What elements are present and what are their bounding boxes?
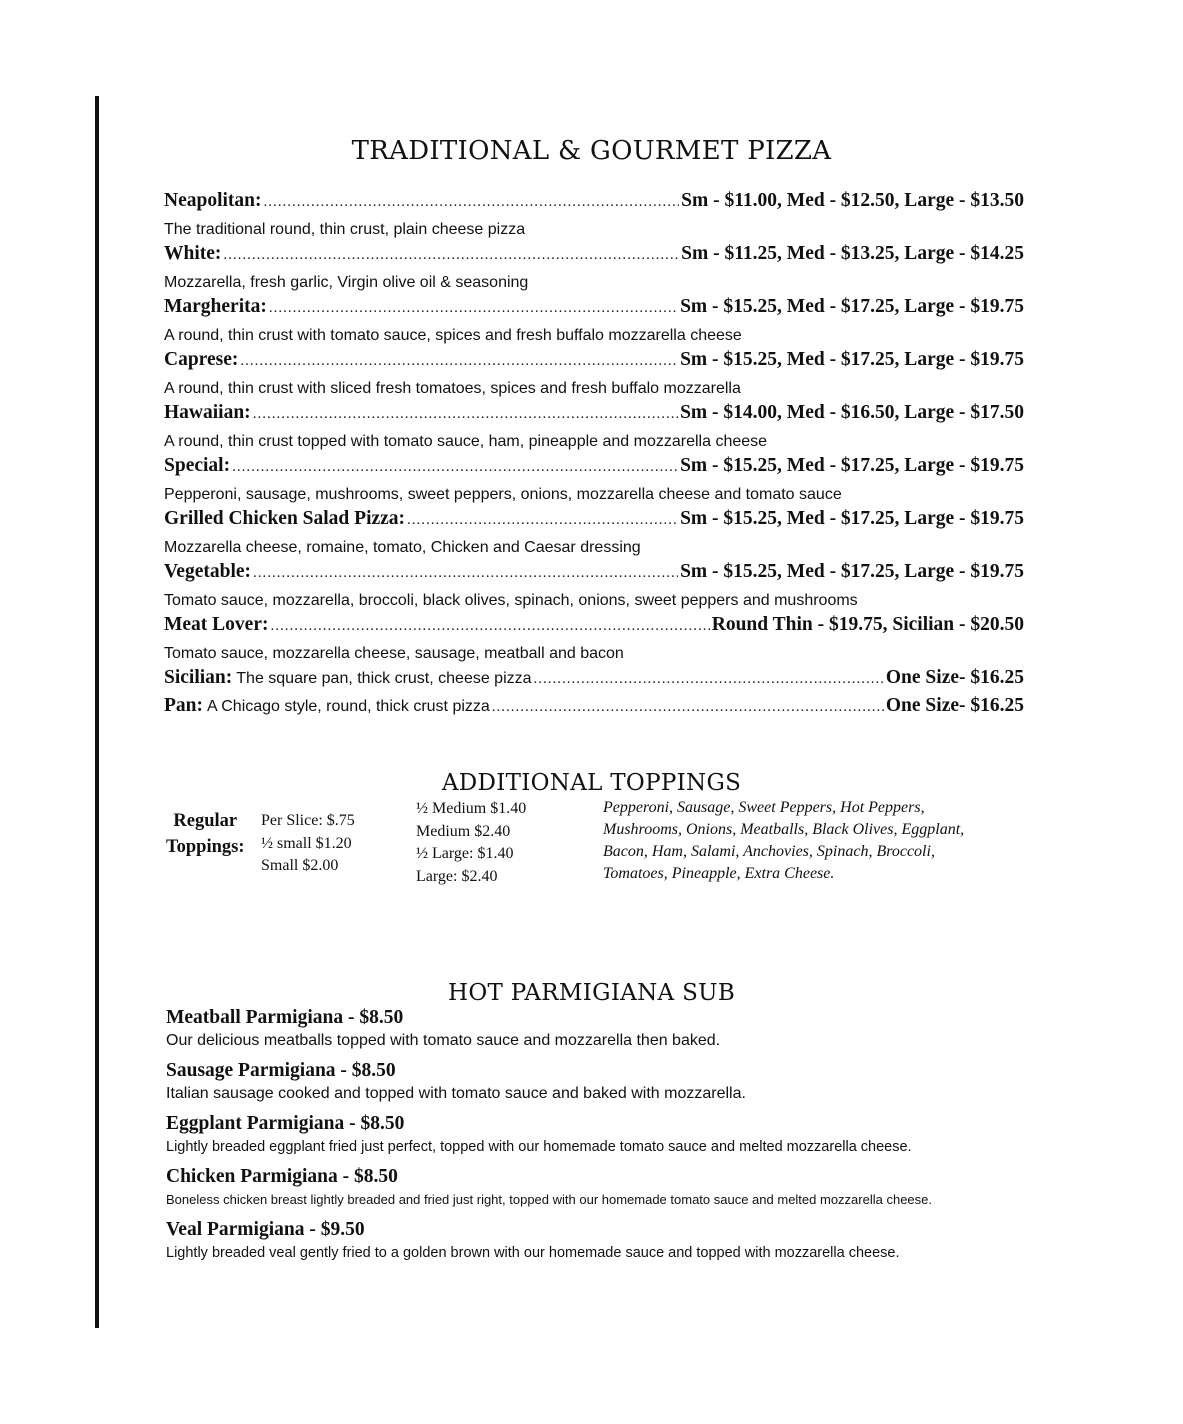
pizza-name: Special: <box>164 455 231 476</box>
pizza-description: A round, thin crust with sliced fresh tomatoes, spices and fresh buffalo mozzarella <box>164 380 741 397</box>
pizza-description: A Chicago style, round, thick crust pizza <box>207 698 490 715</box>
pizza-price: Sm - $14.00, Med - $16.50, Large - $17.50 <box>680 402 1024 423</box>
sub-name: Sausage Parmigiana - $8.50 <box>166 1060 396 1081</box>
price-line: ½ Medium $1.40 <box>416 800 527 817</box>
pizza-name: Caprese: <box>164 349 239 370</box>
pizza-name: Sicilian: <box>164 667 233 688</box>
leader-dots <box>492 699 884 716</box>
sub-description: Boneless chicken breast lightly breaded and fried just right, topped with our homemade tomato sauce and melted mozzarella cheese. <box>166 1192 932 1207</box>
toppings-section-title: ADDITIONAL TOPPINGS <box>441 770 742 796</box>
sub-name: Veal Parmigiana - $9.50 <box>166 1219 365 1240</box>
pizza-price: Sm - $15.25, Med - $17.25, Large - $19.75 <box>680 508 1024 529</box>
sub-name: Meatball Parmigiana - $8.50 <box>166 1007 404 1028</box>
price-line: Per Slice: $.75 <box>261 812 355 829</box>
pizza-description: Mozzarella, fresh garlic, Virgin olive oil & seasoning <box>164 274 529 291</box>
pizza-description: The square pan, thick crust, cheese pizza <box>236 670 532 687</box>
toppings-line: Pepperoni, Sausage, Sweet Peppers, Hot Peppers, <box>603 799 925 816</box>
toppings-line: Bacon, Ham, Salami, Anchovies, Spinach, Broccoli, <box>603 843 935 860</box>
pizza-description: Mozzarella cheese, romaine, tomato, Chicken and Caesar dressing <box>164 539 641 556</box>
pizza-item-margherita <box>164 296 1024 349</box>
pizza-item-white <box>164 243 1024 296</box>
pizza-item-meat-lover <box>164 614 1024 667</box>
pizza-price: Sm - $15.25, Med - $17.25, Large - $19.75 <box>680 561 1024 582</box>
leader-dots <box>240 353 678 370</box>
pizza-menu-list <box>164 190 1024 723</box>
subs-menu-list <box>166 1006 1036 1271</box>
pizza-name: Meat Lover: <box>164 614 269 635</box>
price-line: ½ small $1.20 <box>261 834 352 852</box>
pizza-name: Grilled Chicken Salad Pizza: <box>164 508 406 529</box>
pizza-item-pan <box>164 695 1024 723</box>
toppings-list <box>603 797 964 885</box>
pizza-description: Tomato sauce, mozzarella, broccoli, black olives, spinach, onions, sweet peppers and mushrooms <box>164 592 858 609</box>
leader-dots <box>269 300 678 317</box>
pizza-description: A round, thin crust with tomato sauce, spices and fresh buffalo mozzarella cheese <box>164 327 742 344</box>
sub-item-sausage <box>166 1059 1036 1112</box>
label-line: Regular <box>173 811 238 831</box>
pizza-item-grilled-chicken-salad <box>164 508 1024 561</box>
price-line: Medium $2.40 <box>416 822 511 840</box>
pizza-price: Sm - $11.00, Med - $12.50, Large - $13.50 <box>681 190 1024 211</box>
pizza-name: Margherita: <box>164 296 267 317</box>
leader-dots <box>253 406 678 423</box>
leader-dots <box>253 565 678 582</box>
sub-description: Italian sausage cooked and topped with tomato sauce and baked with mozzarella. <box>166 1085 746 1102</box>
pizza-item-vegetable <box>164 561 1024 614</box>
pizza-item-neapolitan <box>164 190 1024 243</box>
pizza-price: Round Thin - $19.75, Sicilian - $20.50 <box>711 614 1024 635</box>
pizza-price: One Size- $16.25 <box>885 667 1024 688</box>
pizza-price: One Size- $16.25 <box>885 695 1024 716</box>
sub-item-meatball <box>166 1006 1036 1059</box>
sub-item-chicken <box>166 1165 1036 1218</box>
pizza-item-sicilian <box>164 667 1024 695</box>
pizza-price: Sm - $15.25, Med - $17.25, Large - $19.75 <box>680 349 1024 370</box>
pizza-section-title: TRADITIONAL & GOURMET PIZZA <box>351 136 832 166</box>
leader-dots <box>223 247 679 264</box>
sub-description: Lightly breaded eggplant fried just perfect, topped with our homemade tomato sauce and melted mozzarella cheese. <box>166 1139 912 1155</box>
pizza-price: Sm - $15.25, Med - $17.25, Large - $19.75 <box>680 455 1024 476</box>
price-line: Large: $2.40 <box>416 867 498 885</box>
sub-description: Our delicious meatballs topped with tomato sauce and mozzarella then baked. <box>166 1032 721 1049</box>
pizza-item-special <box>164 455 1024 508</box>
pizza-name: White: <box>164 243 222 264</box>
pizza-name: Pan: <box>164 695 203 716</box>
pizza-description: Pepperoni, sausage, mushrooms, sweet peppers, onions, mozzarella cheese and tomato sauce <box>164 486 842 503</box>
pizza-item-hawaiian <box>164 402 1024 455</box>
leader-dots <box>407 512 678 529</box>
pizza-name: Hawaiian: <box>164 402 251 423</box>
toppings-medium-large-prices <box>416 798 526 888</box>
price-line: Small $2.00 <box>261 857 339 874</box>
subs-section-title: HOT PARMIGIANA SUB <box>447 980 736 1006</box>
leader-dots <box>271 618 710 635</box>
label-line: Toppings: <box>166 837 245 857</box>
sub-item-eggplant <box>166 1112 1036 1165</box>
price-line: ½ Large: $1.40 <box>416 845 514 862</box>
pizza-name: Vegetable: <box>164 561 252 582</box>
sub-name: Chicken Parmigiana - $8.50 <box>166 1166 398 1187</box>
pizza-item-caprese <box>164 349 1024 402</box>
leader-dots <box>264 194 680 211</box>
left-margin-rule <box>95 96 99 1328</box>
regular-toppings-label <box>166 808 245 860</box>
sub-item-veal <box>166 1218 1036 1271</box>
pizza-price: Sm - $11.25, Med - $13.25, Large - $14.25 <box>681 243 1024 264</box>
pizza-price: Sm - $15.25, Med - $17.25, Large - $19.75 <box>680 296 1024 317</box>
pizza-name: Neapolitan: <box>164 190 262 211</box>
leader-dots <box>534 671 884 688</box>
sub-name: Eggplant Parmigiana - $8.50 <box>166 1113 405 1134</box>
pizza-description: The traditional round, thin crust, plain cheese pizza <box>164 221 526 238</box>
pizza-description: Tomato sauce, mozzarella cheese, sausage, meatball and bacon <box>164 645 624 662</box>
toppings-line: Mushrooms, Onions, Meatballs, Black Olives, Eggplant, <box>603 821 965 838</box>
toppings-line: Tomatoes, Pineapple, Extra Cheese. <box>603 865 835 882</box>
toppings-small-prices <box>261 810 355 878</box>
pizza-description: A round, thin crust topped with tomato sauce, ham, pineapple and mozzarella cheese <box>164 433 768 450</box>
sub-description: Lightly breaded veal gently fried to a golden brown with our homemade sauce and topped with mozzarella cheese. <box>166 1245 900 1261</box>
leader-dots <box>232 459 678 476</box>
